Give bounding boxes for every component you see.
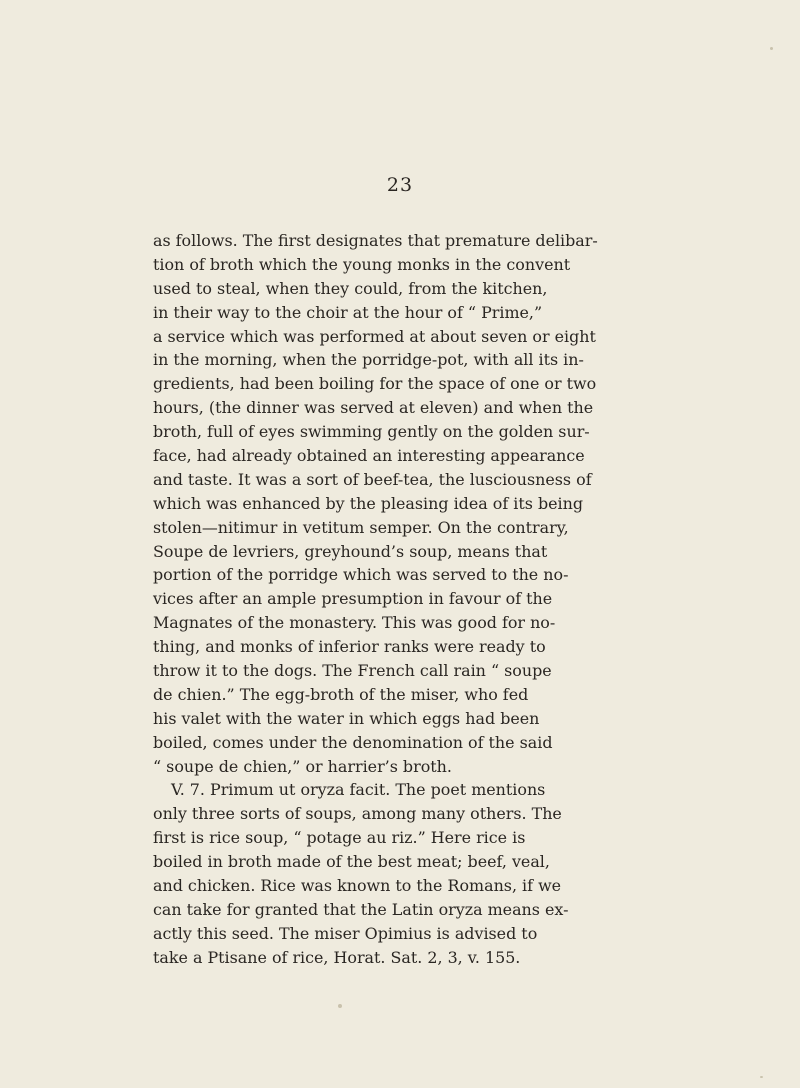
text-line: boiled in broth made of the best meat; beef, veal, [153,852,550,872]
text-line: a service which was performed at about seven or eight [153,326,596,346]
text-line: only three sorts of soups, among many others. The [153,804,562,824]
text-line: face, had already obtained an interesting appearance [153,446,585,466]
paper-speck [338,1004,342,1008]
text-line: gredients, had been boiling for the space of one or two [153,374,597,394]
text-line: “ soupe de chien,” or harrier’s broth. [153,756,452,776]
body-text [153,229,638,970]
text-line: V. 7. Primum ut oryza facit. The poet mentions [171,780,546,800]
text-line: in their way to the choir at the hour of “ Prime,” [153,302,543,322]
text-line: used to steal, when they could, from the kitchen, [153,278,548,298]
text-line: Magnates of the monastery. This was good for no- [153,613,556,633]
text-line: de chien.” The egg-broth of the miser, who fed [153,684,529,704]
text-line: throw it to the dogs. The French call rain “ soupe [153,661,552,681]
text-line: boiled, comes under the denomination of the said [153,732,553,752]
text-line: his valet with the water in which eggs had been [153,708,540,728]
text-line: take a Ptisane of rice, Horat. Sat. 2, 3, v. 155. [153,947,521,967]
text-line: broth, full of eyes swimming gently on the golden sur- [153,422,590,442]
text-line: which was enhanced by the pleasing idea of its being [153,493,584,513]
text-line: portion of the porridge which was served to the no- [153,565,569,585]
text-line: stolen—nitimur in vetitum semper. On the contrary, [153,517,569,537]
paper-speck [760,1076,763,1078]
text-line: actly this seed. The miser Opimius is advised to [153,923,538,943]
text-line: tion of broth which the young monks in the convent [153,254,571,274]
text-line: and taste. It was a sort of beef-tea, the lusciousness of [153,469,592,489]
text-line: and chicken. Rice was known to the Romans, if we [153,876,562,896]
text-line: in the morning, when the porridge-pot, with all its in- [153,350,584,370]
paper-speck [770,47,773,50]
page-number: 23 [386,174,414,196]
text-line: as follows. The first designates that premature delibar- [153,231,598,250]
text-line: hours, (the dinner was served at eleven) and when the [153,398,594,418]
text-line: can take for granted that the Latin oryza means ex- [153,899,569,919]
text-line: vices after an ample presumption in favour of the [153,589,553,609]
text-line: first is rice soup, “ potage au riz.” Here rice is [153,828,526,848]
text-line: thing, and monks of inferior ranks were ready to [153,637,546,657]
text-line: Soupe de levriers, greyhound’s soup, means that [153,541,548,561]
